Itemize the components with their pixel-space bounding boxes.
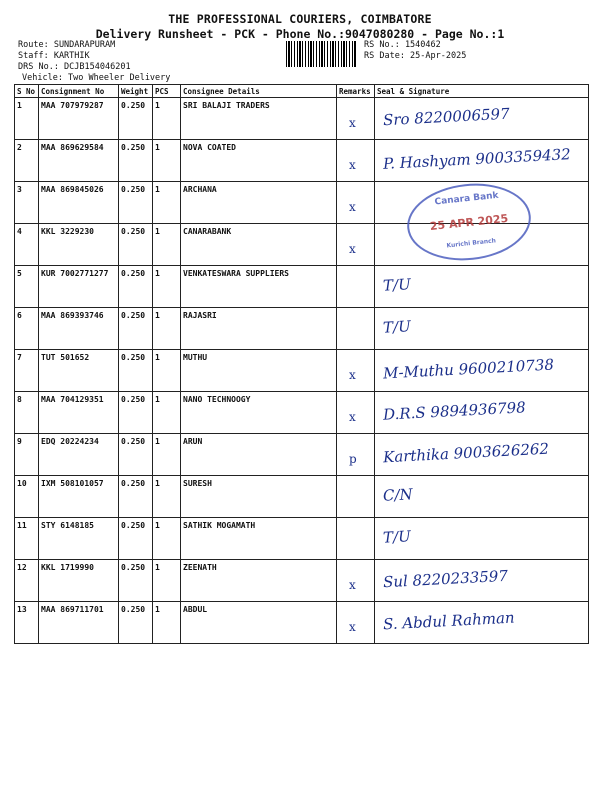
sno-cell: 1 bbox=[15, 98, 39, 140]
pcs-cell: 1 bbox=[153, 434, 181, 476]
consignee-cell: ARUN bbox=[181, 434, 337, 476]
remarks-cell bbox=[337, 392, 375, 434]
consignment-cell: KUR 7002771277 bbox=[39, 266, 119, 308]
stamp-branch: Kurichi Branch bbox=[446, 237, 497, 250]
table-row bbox=[15, 140, 589, 182]
sheet-meta-left bbox=[18, 40, 131, 73]
consignee-cell: NOVA COATED bbox=[181, 140, 337, 182]
consignment-cell: KKL 3229230 bbox=[39, 224, 119, 266]
pcs-cell: 1 bbox=[153, 560, 181, 602]
weight-cell: 0.250 bbox=[119, 518, 153, 560]
remarks-cell bbox=[337, 476, 375, 518]
stamp-bank-name: Canara Bank bbox=[434, 190, 500, 208]
remark-mark: x bbox=[349, 200, 356, 214]
remarks-cell bbox=[337, 308, 375, 350]
remark-mark: x bbox=[349, 410, 356, 424]
remarks-cell bbox=[337, 518, 375, 560]
pcs-cell: 1 bbox=[153, 392, 181, 434]
remarks-cell bbox=[337, 182, 375, 224]
sno-cell: 2 bbox=[15, 140, 39, 182]
weight-cell: 0.250 bbox=[119, 434, 153, 476]
remark-mark: x bbox=[349, 368, 356, 382]
sno-cell: 4 bbox=[15, 224, 39, 266]
pcs-cell: 1 bbox=[153, 350, 181, 392]
remark-mark: x bbox=[349, 158, 356, 172]
remark-mark: x bbox=[349, 116, 356, 130]
handwritten-signature: M-Muthu 9600210738 bbox=[382, 355, 555, 383]
pcs-cell: 1 bbox=[153, 98, 181, 140]
consignee-cell: NANO TECHNOOGY bbox=[181, 392, 337, 434]
remarks-cell bbox=[337, 224, 375, 266]
column-header: S No bbox=[15, 85, 39, 98]
consignment-cell: MAA 869629584 bbox=[39, 140, 119, 182]
drs-number: DRS No.: DCJB154046201 bbox=[18, 62, 131, 72]
sno-cell: 7 bbox=[15, 350, 39, 392]
consignee-cell: SATHIK MOGAMATH bbox=[181, 518, 337, 560]
consignment-cell: MAA 704129351 bbox=[39, 392, 119, 434]
pcs-cell: 1 bbox=[153, 266, 181, 308]
consignee-cell: CANARABANK bbox=[181, 224, 337, 266]
consignment-cell: KKL 1719990 bbox=[39, 560, 119, 602]
remarks-cell bbox=[337, 434, 375, 476]
runsheet-table bbox=[14, 84, 589, 644]
consignment-cell: MAA 869845026 bbox=[39, 182, 119, 224]
weight-cell: 0.250 bbox=[119, 140, 153, 182]
column-header: Seal & Signature bbox=[375, 85, 589, 98]
table-row bbox=[15, 560, 589, 602]
signature-cell bbox=[375, 350, 589, 392]
table-row bbox=[15, 392, 589, 434]
column-header: PCS bbox=[153, 85, 181, 98]
weight-cell: 0.250 bbox=[119, 350, 153, 392]
handwritten-signature: Sro 8220006597 bbox=[382, 104, 511, 130]
table-row bbox=[15, 602, 589, 644]
company-title: THE PROFESSIONAL COURIERS, COIMBATORE bbox=[168, 12, 432, 26]
signature-cell bbox=[375, 98, 589, 140]
sno-cell: 11 bbox=[15, 518, 39, 560]
handwritten-signature: T/U bbox=[382, 275, 412, 295]
weight-cell: 0.250 bbox=[119, 308, 153, 350]
signature-cell bbox=[375, 518, 589, 560]
consignment-cell: IXM 508101057 bbox=[39, 476, 119, 518]
consignee-cell: ARCHANA bbox=[181, 182, 337, 224]
consignment-cell: MAA 707979287 bbox=[39, 98, 119, 140]
sno-cell: 8 bbox=[15, 392, 39, 434]
table-row bbox=[15, 224, 589, 266]
signature-cell bbox=[375, 434, 589, 476]
rs-number: RS No.: 1540462 bbox=[364, 40, 441, 50]
consignee-cell: MUTHU bbox=[181, 350, 337, 392]
signature-cell bbox=[375, 266, 589, 308]
barcode bbox=[286, 41, 356, 67]
signature-cell bbox=[375, 476, 589, 518]
weight-cell: 0.250 bbox=[119, 266, 153, 308]
weight-cell: 0.250 bbox=[119, 476, 153, 518]
runsheet-title: Delivery Runsheet - PCK - Phone No.:9047080280 - Page No.:1 bbox=[95, 27, 505, 41]
sno-cell: 13 bbox=[15, 602, 39, 644]
sno-cell: 3 bbox=[15, 182, 39, 224]
rs-date: RS Date: 25-Apr-2025 bbox=[364, 51, 467, 61]
pcs-cell: 1 bbox=[153, 518, 181, 560]
remarks-cell bbox=[337, 266, 375, 308]
consignee-cell: RAJASRI bbox=[181, 308, 337, 350]
pcs-cell: 1 bbox=[153, 140, 181, 182]
table-row bbox=[15, 350, 589, 392]
table-row bbox=[15, 308, 589, 350]
consignment-cell: EDQ 20224234 bbox=[39, 434, 119, 476]
signature-cell bbox=[375, 392, 589, 434]
signature-cell bbox=[375, 602, 589, 644]
column-header: Consignee Details bbox=[181, 85, 337, 98]
weight-cell: 0.250 bbox=[119, 602, 153, 644]
consignee-cell: SURESH bbox=[181, 476, 337, 518]
pcs-cell: 1 bbox=[153, 308, 181, 350]
sno-cell: 12 bbox=[15, 560, 39, 602]
remarks-cell bbox=[337, 560, 375, 602]
pcs-cell: 1 bbox=[153, 224, 181, 266]
remark-mark: p bbox=[349, 452, 357, 466]
handwritten-signature: Sul 8220233597 bbox=[382, 566, 509, 592]
pcs-cell: 1 bbox=[153, 602, 181, 644]
staff: Staff: KARTHIK bbox=[18, 51, 90, 61]
table-header-row bbox=[15, 85, 589, 98]
handwritten-signature: T/U bbox=[382, 317, 412, 337]
sno-cell: 5 bbox=[15, 266, 39, 308]
pcs-cell: 1 bbox=[153, 182, 181, 224]
column-header: Consignment No bbox=[39, 85, 119, 98]
column-header: Remarks bbox=[337, 85, 375, 98]
signature-cell bbox=[375, 560, 589, 602]
remarks-cell bbox=[337, 140, 375, 182]
signature-cell bbox=[375, 190, 589, 266]
route: Route: SUNDARAPURAM bbox=[18, 40, 116, 50]
weight-cell: 0.250 bbox=[119, 560, 153, 602]
consignment-cell: STY 6148185 bbox=[39, 518, 119, 560]
remark-mark: x bbox=[349, 242, 356, 256]
consignee-cell: ZEENATH bbox=[181, 560, 337, 602]
signature-cell bbox=[375, 140, 589, 182]
remarks-cell bbox=[337, 350, 375, 392]
vehicle: Vehicle: Two Wheeler Delivery bbox=[22, 73, 171, 83]
weight-cell: 0.250 bbox=[119, 98, 153, 140]
consignment-cell: TUT 501652 bbox=[39, 350, 119, 392]
consignee-cell: SRI BALAJI TRADERS bbox=[181, 98, 337, 140]
signature-cell bbox=[375, 308, 589, 350]
sno-cell: 6 bbox=[15, 308, 39, 350]
remarks-cell bbox=[337, 602, 375, 644]
sheet-meta-right bbox=[364, 40, 466, 62]
consignment-cell: MAA 869393746 bbox=[39, 308, 119, 350]
sno-cell: 10 bbox=[15, 476, 39, 518]
handwritten-signature: P. Hashyam 9003359432 bbox=[382, 145, 572, 173]
handwritten-signature: S. Abdul Rahman bbox=[382, 608, 515, 634]
pcs-cell: 1 bbox=[153, 476, 181, 518]
table-row bbox=[15, 476, 589, 518]
weight-cell: 0.250 bbox=[119, 392, 153, 434]
table-row bbox=[15, 518, 589, 560]
remark-mark: x bbox=[349, 620, 356, 634]
consignee-cell: VENKATESWARA SUPPLIERS bbox=[181, 266, 337, 308]
consignment-cell: MAA 869711701 bbox=[39, 602, 119, 644]
handwritten-signature: C/N bbox=[382, 485, 414, 505]
table-row bbox=[15, 98, 589, 140]
stamp-date: 25 APR 2025 bbox=[429, 211, 509, 234]
sno-cell: 9 bbox=[15, 434, 39, 476]
remarks-cell bbox=[337, 98, 375, 140]
column-header: Weight bbox=[119, 85, 153, 98]
handwritten-signature: T/U bbox=[382, 527, 412, 547]
weight-cell: 0.250 bbox=[119, 182, 153, 224]
remark-mark: x bbox=[349, 578, 356, 592]
table-row bbox=[15, 266, 589, 308]
consignee-cell: ABDUL bbox=[181, 602, 337, 644]
weight-cell: 0.250 bbox=[119, 224, 153, 266]
handwritten-signature: D.R.S 9894936798 bbox=[382, 398, 527, 424]
handwritten-signature: Karthika 9003626262 bbox=[382, 439, 550, 467]
table-row bbox=[15, 434, 589, 476]
